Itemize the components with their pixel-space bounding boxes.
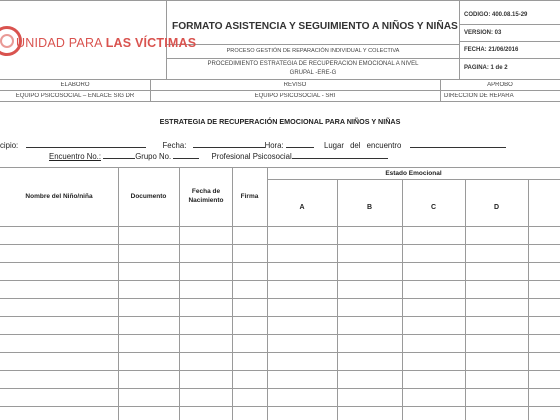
estado-subheader-line [267,179,560,180]
document-title: FORMATO ASISTENCIA Y SEGUIMIENTO A NIÑOS Y NIÑAS [172,21,458,32]
col-divider-3 [232,167,233,420]
codigo: CODIGO: 400.08.15-29 [464,12,528,18]
col-header-estado-emocional: Estado Emocional [385,170,442,177]
col-header-nombre: Nombre del Niño/niña [25,193,93,200]
elaboro-label: ELABORO [60,82,90,88]
hora-label: Hora: [264,141,284,150]
col-divider-1 [118,167,119,420]
lugar-field[interactable] [410,139,506,148]
col-header-estado-d: D [493,204,500,211]
col-divider-7 [465,179,466,420]
pagina: PAGINA: 1 de 2 [464,65,508,71]
hora-field[interactable] [286,139,314,148]
form-subtitle: ESTRATEGIA DE RECUPERACIÓN EMOCIONAL PARA NIÑOS Y NIÑAS [159,117,401,126]
col-divider-6 [402,179,403,420]
col-header-firma: Firma [240,193,259,200]
col-header-estado-c: C [430,204,437,211]
table-top-border [0,167,560,168]
table-row [0,298,560,299]
title-box [166,0,460,80]
col-divider-8 [528,179,529,420]
col-header-estado-b: B [366,204,373,211]
table-row [0,388,560,389]
form-line-1 [0,139,506,150]
col-header-estado-a: A [299,204,305,211]
table-row [0,262,560,263]
logo-text: UNIDAD PARA LAS VÍCTIMAS [16,36,197,50]
col-header-fecha-nacimiento: Fecha de Nacimiento [188,188,224,204]
version: VERSION: 03 [464,30,502,36]
table-row [0,280,560,281]
table-row [0,352,560,353]
aprobo-label: APROBO [487,82,513,88]
fecha: FECHA: 21/06/2016 [464,47,519,53]
table-row [0,316,560,317]
col-header-documento: Documento [130,193,167,200]
municipio-field[interactable] [26,139,146,148]
table-row [0,370,560,371]
encuentro-label: Encuentro No.: [49,152,102,161]
meta-divider-3 [459,58,560,59]
aprobo-value: DIRECCION DE REPARA [444,93,514,99]
reviso-value: EQUIPO PSICOSOCIAL - SRI [254,93,336,99]
lugar-label: Lugar del encuentro [323,141,402,150]
table-header-bottom [0,226,560,227]
encuentro-field[interactable] [103,150,135,159]
table-row [0,406,560,407]
title-divider-2 [166,58,460,59]
fecha-label: Fecha: [162,141,187,150]
elaboro-value: EQUIPO PSICOSOCIAL – ENLACE SIG DR [15,93,135,99]
process-name: PROCESO GESTIÓN DE REPARACIÓN INDIVIDUAL Y COLECTIVA [226,48,400,54]
table-row [0,334,560,335]
procedure-line-2: GRUPAL -ERE-G [289,70,337,76]
procedure-line-1: PROCEDIMIENTO ESTRATEGIA DE RECUPERACION EMOCIONAL A NIVEL [207,61,419,67]
meta-divider-2 [459,41,560,42]
municipio-label: cipio: [0,141,19,150]
col-divider-5 [337,179,338,420]
form-line-2 [49,150,388,161]
reviso-label: REVISO [283,82,307,88]
title-divider-1 [166,44,460,45]
meta-divider-1 [459,24,560,25]
col-divider-2 [179,167,180,420]
grupo-field[interactable] [173,150,199,159]
grupo-label: Grupo No. [135,152,172,161]
profesional-field[interactable] [292,150,388,159]
profesional-label: Profesional Psicosocial [211,152,292,161]
table-row [0,244,560,245]
fecha-field[interactable] [193,139,265,148]
